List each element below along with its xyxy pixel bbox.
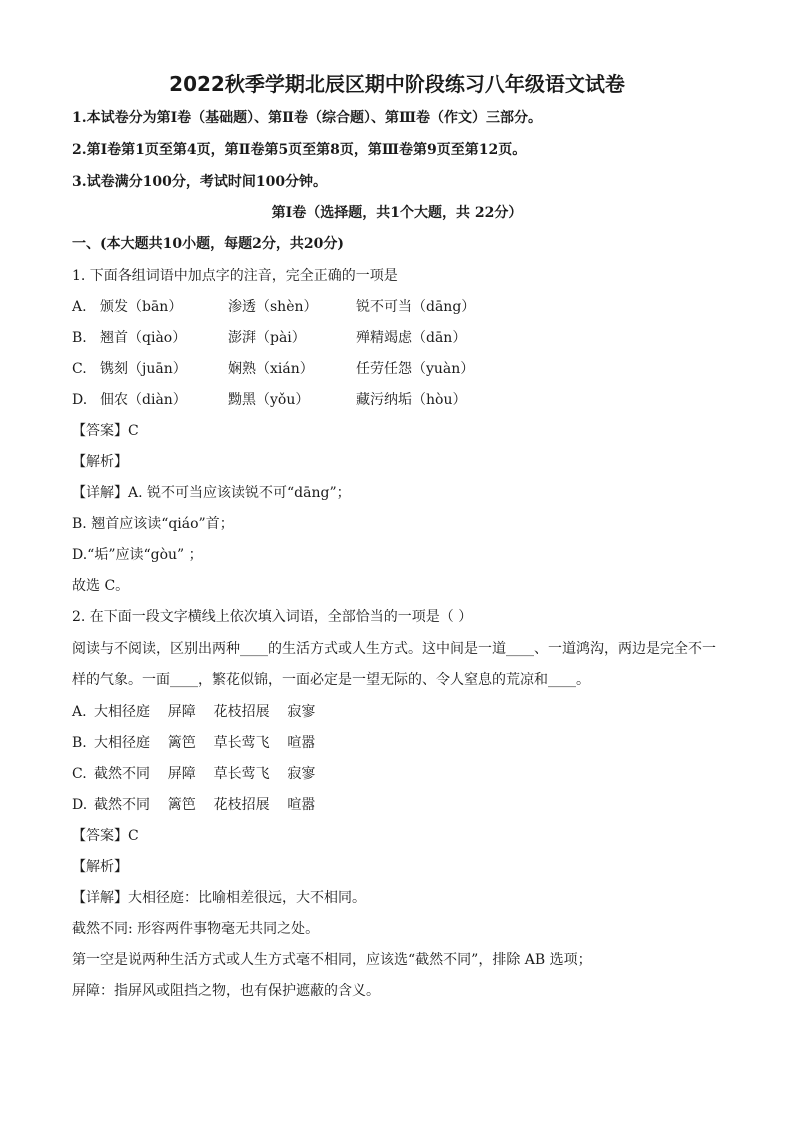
option-text: 截然不同 屏障 草长莺飞 寂寥 [94, 766, 316, 782]
q2-detail-2: 截然不同: 形容两件事物毫无共同之处。 [72, 921, 320, 937]
instruction-1: 1.本试卷分为第Ⅰ卷（基础题）、第Ⅱ卷（综合题）、第Ⅲ卷（作文）三部分。 [72, 110, 543, 126]
q1-stem: 1. 下面各组词语中加点字的注音，完全正确的一项是 [72, 268, 398, 284]
option-text: 大相径庭 篱笆 草长莺飞 喧嚣 [94, 735, 316, 751]
option-label: D. [72, 392, 88, 408]
instruction-3: 3.试卷满分100分，考试时间100分钟。 [72, 174, 328, 190]
option-item: 渗透（shèn） [228, 299, 318, 315]
q2-detail-3: 第一空是说两种生活方式或人生方式毫不相同，应该选“截然不同”，排除 AB 选项； [72, 952, 592, 968]
option-text: 截然不同 篱笆 花枝招展 喧嚣 [94, 797, 316, 813]
option-label: B. [72, 330, 87, 346]
option-item: 娴熟（xián） [228, 361, 314, 377]
q1-detail-1: 【详解】A. 锐不可当应该读锐不可“dāng”； [72, 485, 351, 501]
q2-option-a [72, 702, 734, 722]
option-label: A. [72, 299, 87, 315]
q2-option-d [72, 795, 734, 815]
q1-option-d [72, 390, 734, 410]
q2-detail-1: 【详解】大相径庭：比喻相差很远，大不相同。 [72, 890, 366, 906]
option-label: B. [72, 735, 87, 751]
q1-answer: 【答案】C [72, 423, 139, 439]
q2-analysis-label: 【解析】 [72, 859, 128, 875]
option-item: 锐不可当（dāng） [356, 299, 476, 315]
option-item: 殚精竭虑（dān） [356, 330, 467, 346]
option-item: 澎湃（pài） [228, 330, 306, 346]
option-label: C. [72, 361, 87, 377]
option-label: D. [72, 797, 88, 813]
q1-option-c [72, 359, 734, 379]
q1-detail-3: D.“垢”应读“gòu” ； [72, 547, 203, 563]
q1-analysis-label: 【解析】 [72, 454, 128, 470]
option-item: 藏污纳垢（hòu） [356, 392, 467, 408]
option-label: A. [72, 704, 87, 720]
instruction-2: 2.第Ⅰ卷第1页至第4页，第Ⅱ卷第5页至第8页，第Ⅲ卷第9页至第12页。 [72, 142, 527, 158]
option-label: C. [72, 766, 87, 782]
section-heading: 一、(本大题共10小题，每题2分，共20分) [72, 236, 344, 252]
q2-option-b [72, 733, 734, 753]
option-item: 镌刻（juān） [100, 361, 187, 377]
q1-detail-4: 故选 C。 [72, 578, 130, 594]
q1-option-b [72, 328, 734, 348]
q2-detail-4: 屏障：指屏风或阻挡之物，也有保护遮蔽的含义。 [72, 983, 380, 999]
option-item: 颁发（bān） [100, 299, 183, 315]
q2-passage-1: 阅读与不阅读，区别出两种____的生活方式或人生方式。这中间是一道____、一道鸿沟，两边是完全不一 [72, 641, 716, 657]
q1-option-a [72, 297, 734, 317]
option-item: 任劳任怨（yuàn） [356, 361, 475, 377]
page-title: 2022秋季学期北辰区期中阶段练习八年级语文试卷 [169, 72, 625, 96]
option-item: 翘首（qiào） [100, 330, 187, 346]
option-item: 黝黑（yǒu） [228, 392, 310, 408]
q2-stem: 2. 在下面一段文字横线上依次填入词语，全部恰当的一项是（ ） [72, 609, 473, 625]
q1-detail-2: B. 翘首应该读“qiáo”首； [72, 516, 234, 532]
q2-option-c [72, 764, 734, 784]
option-text: 大相径庭 屏障 花枝招展 寂寥 [94, 704, 316, 720]
option-item: 佃农（diàn） [100, 392, 187, 408]
q2-answer: 【答案】C [72, 828, 139, 844]
q2-passage-2: 样的气象。一面____，繁花似锦，一面必定是一望无际的、令人窒息的荒凉和____。 [72, 672, 590, 688]
part-heading: 第Ⅰ卷（选择题，共1个大题，共 22分） [271, 205, 523, 221]
